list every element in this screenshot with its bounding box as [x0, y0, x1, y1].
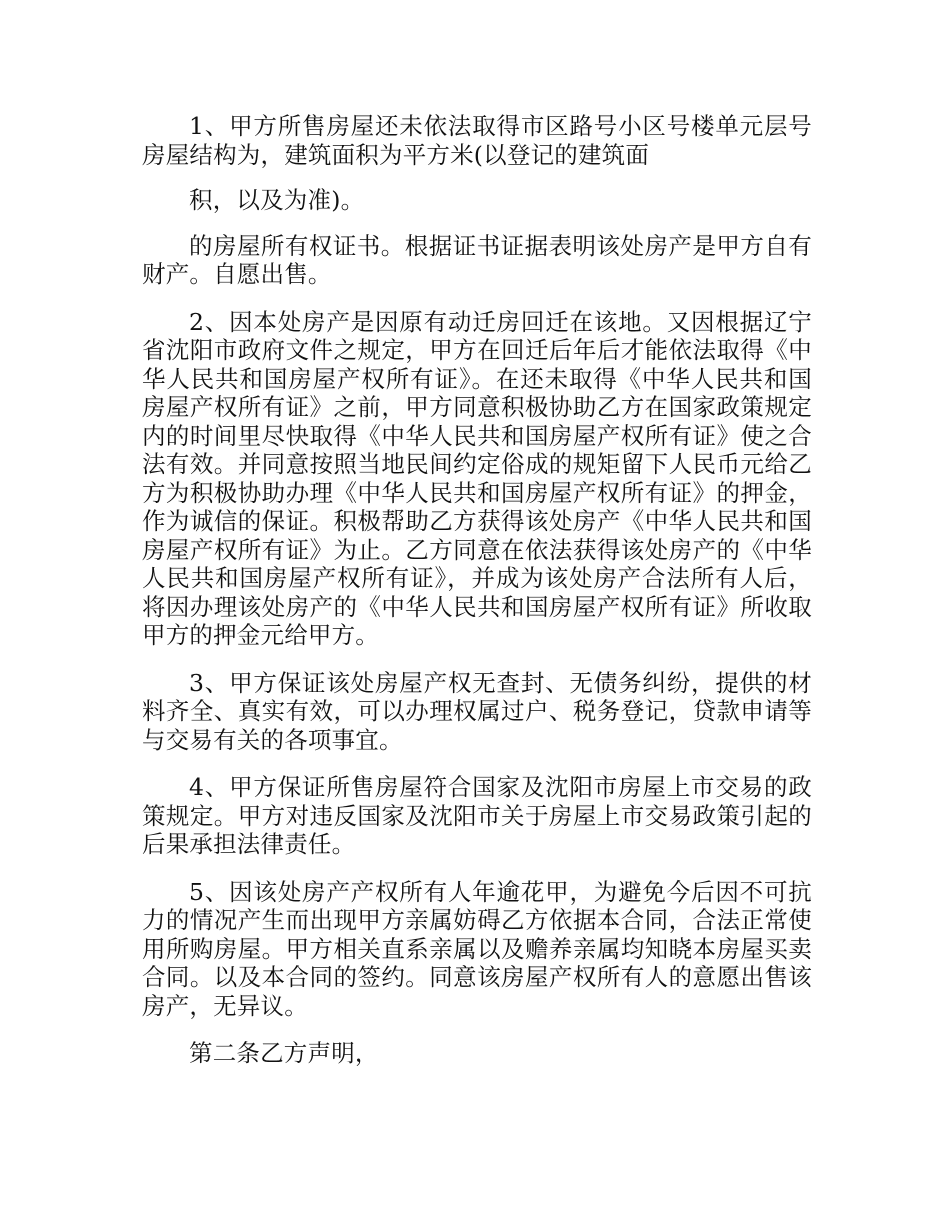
clause-1-ownership-paragraph: 的房屋所有权证书。根据证书证据表明该处房产是甲方自有财产。自愿出售。 [142, 231, 812, 288]
clause-1-paragraph: 1、甲方所售房屋还未依法取得市区路号小区号楼单元层号房屋结构为，建筑面积为平方米(以登记的建筑面 [142, 112, 812, 169]
clause-5-paragraph: 5、因该处房产产权所有人年逾花甲，为避免今后因不可抗力的情况产生而出现甲方亲属妨碍乙方依据本合同，合法正常使用所购房屋。甲方相关直系亲属以及赡养亲属均知晓本房屋买卖合同。以及本合同的签约。同意该房屋产权所有人的意愿出售该房产，无异议。 [142, 877, 812, 1020]
article-2-heading: 第二条乙方声明， [189, 1039, 379, 1067]
clause-3-paragraph: 3、甲方保证该处房屋产权无查封、无债务纠纷，提供的材料齐全、真实有效，可以办理权属过户、税务登记，贷款申请等与交易有关的各项事宜。 [142, 668, 812, 754]
clause-1-continuation: 积，以及为准)。 [189, 186, 365, 214]
clause-4-paragraph: 4、甲方保证所售房屋符合国家及沈阳市房屋上市交易的政策规定。甲方对违反国家及沈阳市关于房屋上市交易政策引起的后果承担法律责任。 [142, 773, 812, 858]
clause-2-paragraph: 2、因本处房产是因原有动迁房回迁在该地。又因根据辽宁省沈阳市政府文件之规定，甲方在回迁后年后才能依法取得《中华人民共和国房屋产权所有证》。在还未取得《中华人民共和国房屋产权所有证》之前，甲方同意积极协助乙方在国家政策规定内的时间里尽快取得《中华人民共和国房屋产权所有证》使之合法有效。并同意按照当地民间约定俗成的规矩留下人民币元给乙方为积极协助办理《中华人民共和国房屋产权所有证》的押金，作为诚信的保证。积极帮助乙方获得该处房产《中华人民共和国房屋产权所有证》为止。乙方同意在依法获得该处房产的《中华人民共和国房屋产权所有证》，并成为该处房产合法所有人后，将因办理该处房产的《中华人民共和国房屋产权所有证》所收取甲方的押金元给甲方。 [142, 307, 812, 649]
document-body [142, 112, 812, 1068]
